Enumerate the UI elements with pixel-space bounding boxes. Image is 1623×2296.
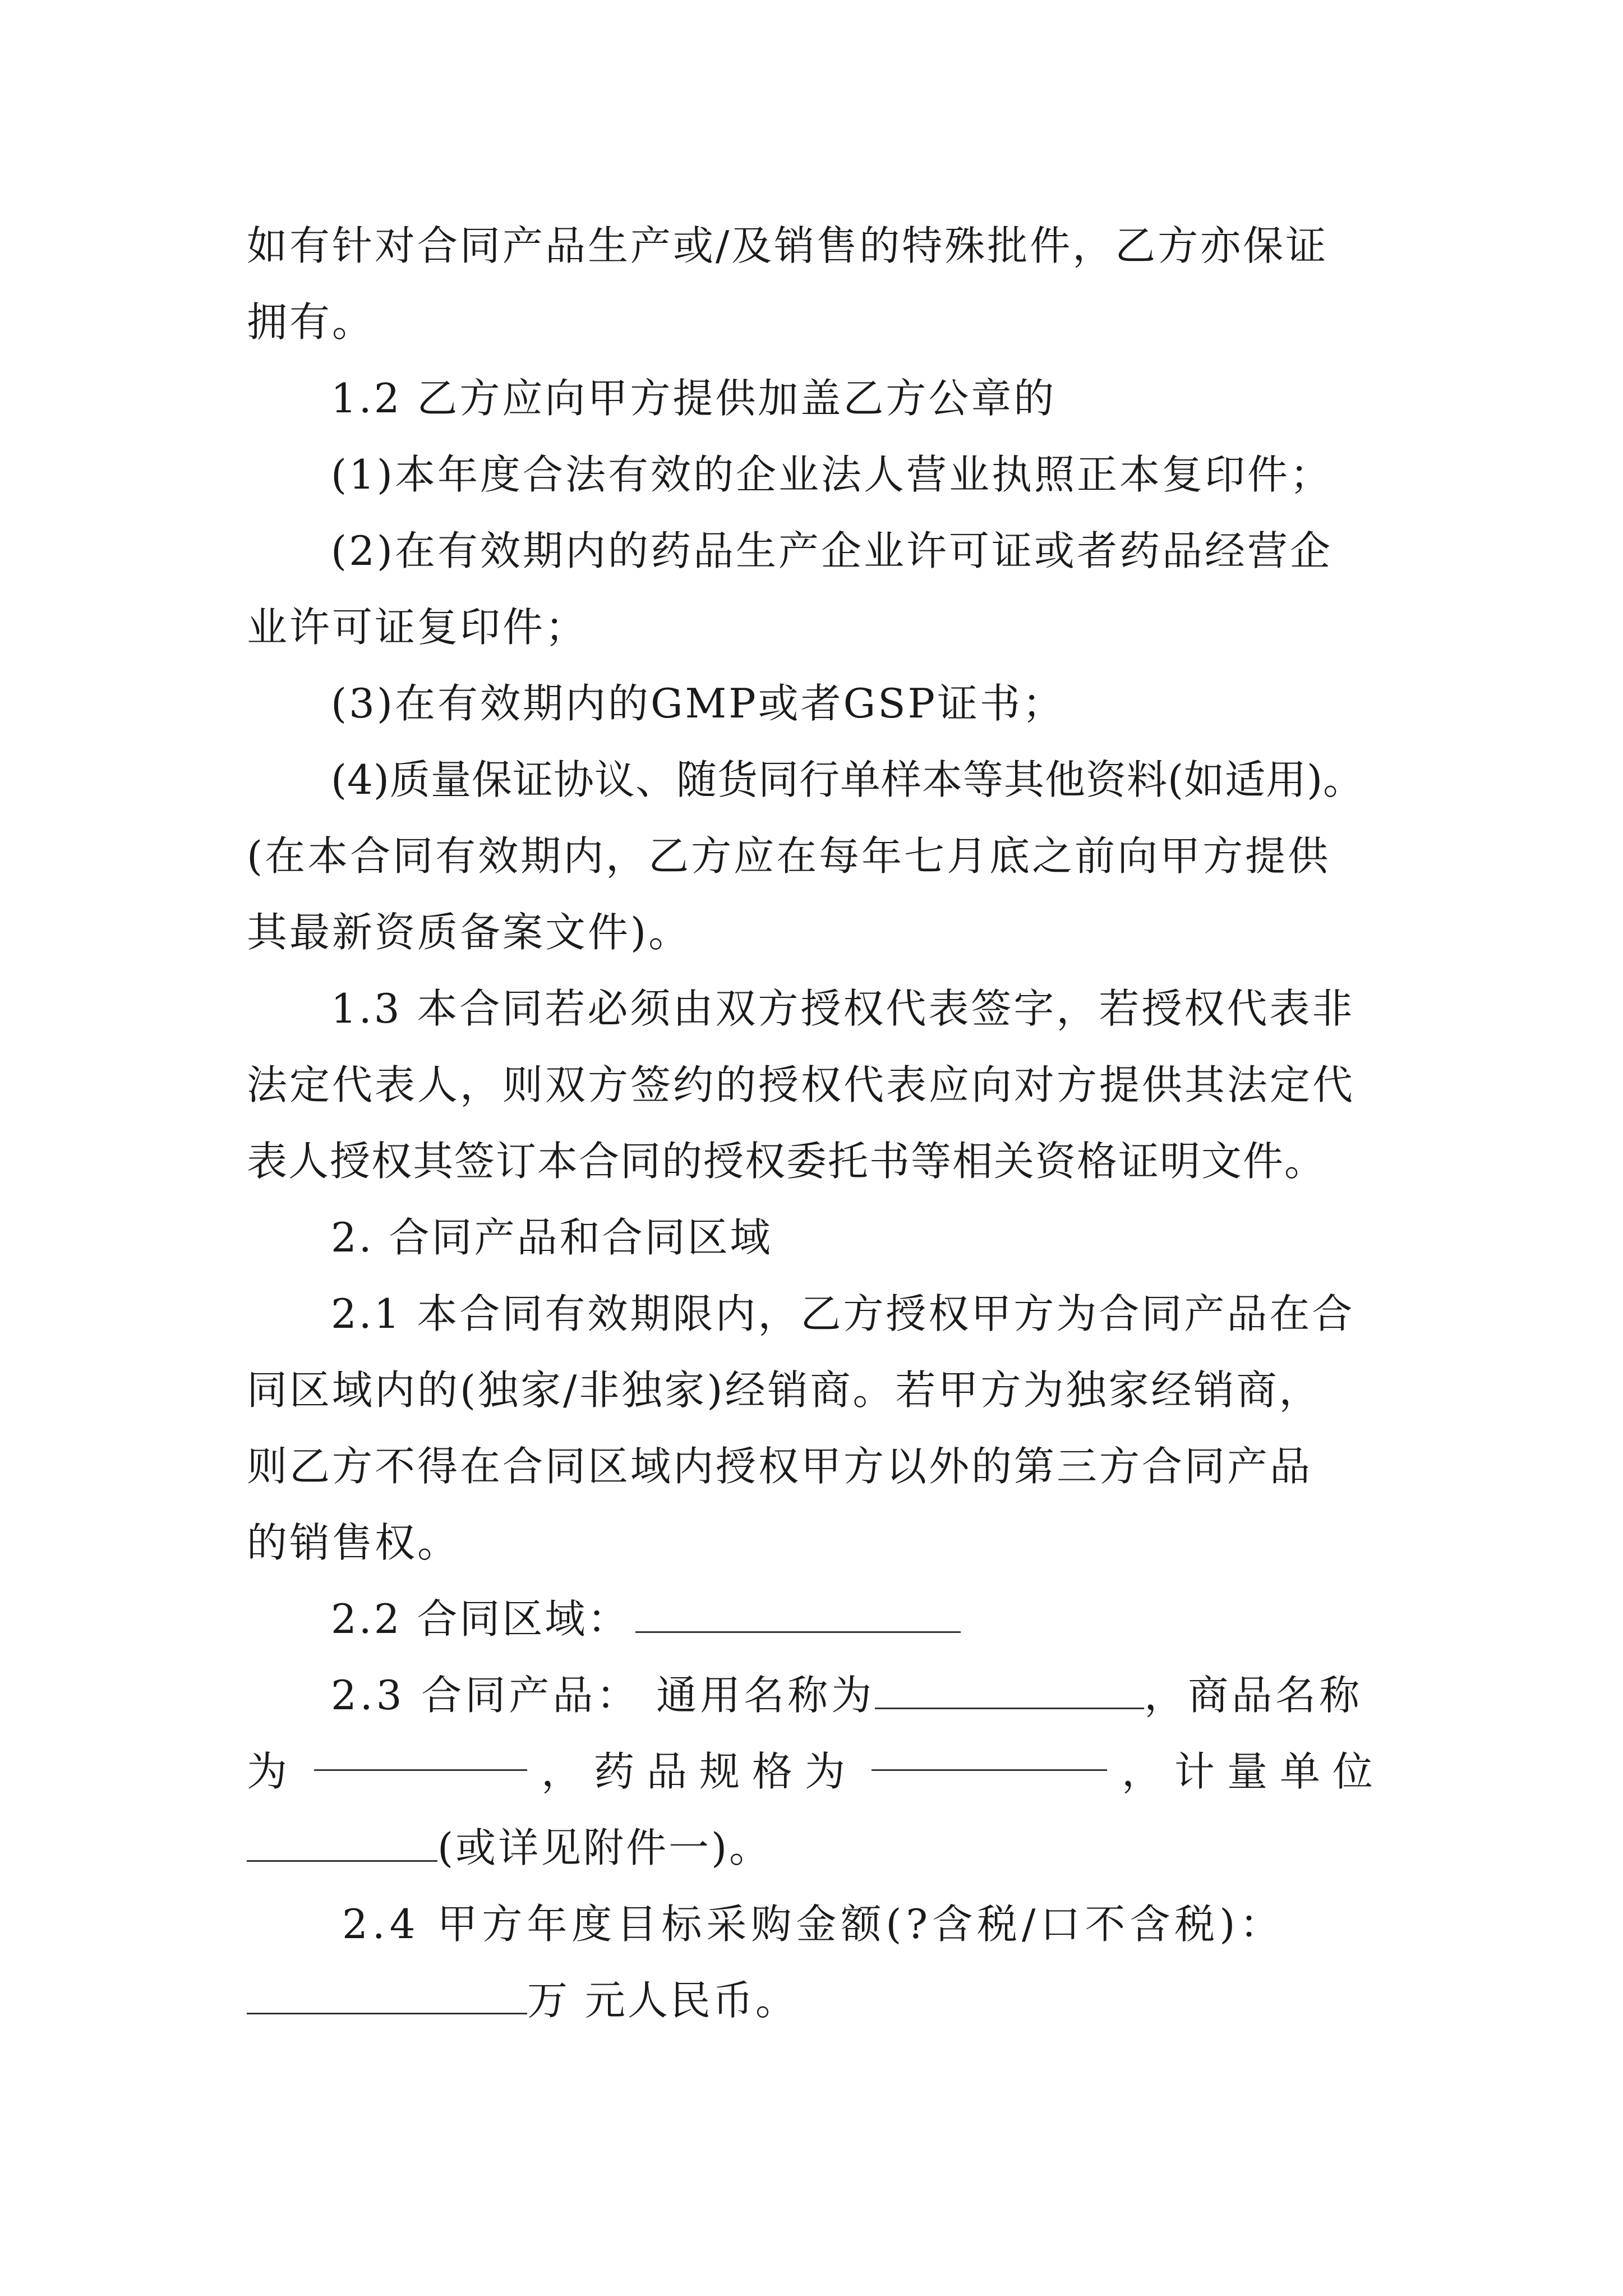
clause-2-3-spec-label: ，药品规格为: [541, 1748, 857, 1795]
clause-2-4-line-2: [247, 1962, 1385, 2039]
clause-2-3-line-3: [247, 1810, 1385, 1886]
paragraph-line: 表人授权其签订本合同的授权委托书等相关资格证明文件。: [247, 1138, 1326, 1185]
paragraph-line: 拥有。: [247, 298, 375, 346]
drug-spec-blank: [872, 1733, 1107, 1771]
clause-2-3-for-label: 为: [247, 1748, 300, 1795]
paragraph-line: 则乙方不得在合同区域内授权甲方以外的第三方合同产品: [247, 1443, 1313, 1490]
paragraph-line: 法定代表人，则双方签约的授权代表应向对方提供其法定代: [247, 1061, 1355, 1108]
paragraph-line: (在本合同有效期内，乙方应在每年七月底之前向甲方提供: [247, 832, 1331, 880]
clause-2-2: [247, 1581, 1385, 1657]
clause-2-2-label: 2.2 合同区域：: [331, 1595, 630, 1642]
contract-area-blank: [635, 1595, 961, 1633]
clause-2-3-prefix: 2.3 合同产品： 通用名称为: [331, 1672, 875, 1719]
clause-2-4-unit: 万 元人民币。: [527, 1977, 798, 2024]
paragraph-line: 业许可证复印件；: [247, 604, 588, 651]
clause-1-2-heading: 1.2 乙方应向甲方提供加盖乙方公章的: [331, 375, 1057, 422]
document-body: [247, 208, 1385, 2039]
purchase-amount-blank: [247, 1977, 527, 2014]
clause-2-4-line-1: 2.4 甲方年度目标采购金额(?含税/口不含税)：: [342, 1901, 1285, 1948]
list-item-1: (1)本年度合法有效的企业法人营业执照正本复印件；: [331, 451, 1332, 498]
paragraph-line: 其最新资质备案文件)。: [247, 909, 691, 956]
clause-2-1: 2.1 本合同有效期限内，乙方授权甲方为合同产品在合: [331, 1290, 1355, 1337]
list-item-2: (2)在有效期内的药品生产企业许可证或者药品经营企: [331, 527, 1332, 574]
section-2-heading: 2. 合同产品和合同区域: [331, 1214, 773, 1261]
clause-2-3-unit-label: ，计量单位: [1121, 1748, 1385, 1795]
product-name-blank: [314, 1733, 527, 1771]
list-item-4: (4)质量保证协议、随货同行单样本等其他资料(如适用)。: [331, 756, 1364, 803]
clause-2-3-line-2: [247, 1733, 1385, 1810]
measure-unit-blank: [247, 1824, 437, 1862]
clause-2-3-line-1: [247, 1657, 1385, 1733]
generic-name-blank: [875, 1672, 1144, 1709]
paragraph-line: 如有针对合同产品生产或/及销售的特殊批件，乙方亦保证: [247, 222, 1329, 269]
clause-2-3-suffix: ，商品名称: [1144, 1672, 1363, 1719]
clause-2-3-annex: (或详见附件一)。: [437, 1824, 772, 1871]
clause-1-3: 1.3 本合同若必须由双方授权代表签字，若授权代表非: [331, 985, 1355, 1032]
paragraph-line: 同区域内的(独家/非独家)经销商。若甲方为独家经销商，: [247, 1366, 1322, 1414]
paragraph-line: 的销售权。: [247, 1519, 460, 1566]
list-item-3: (3)在有效期内的GMP或者GSP证书；: [331, 680, 1065, 727]
